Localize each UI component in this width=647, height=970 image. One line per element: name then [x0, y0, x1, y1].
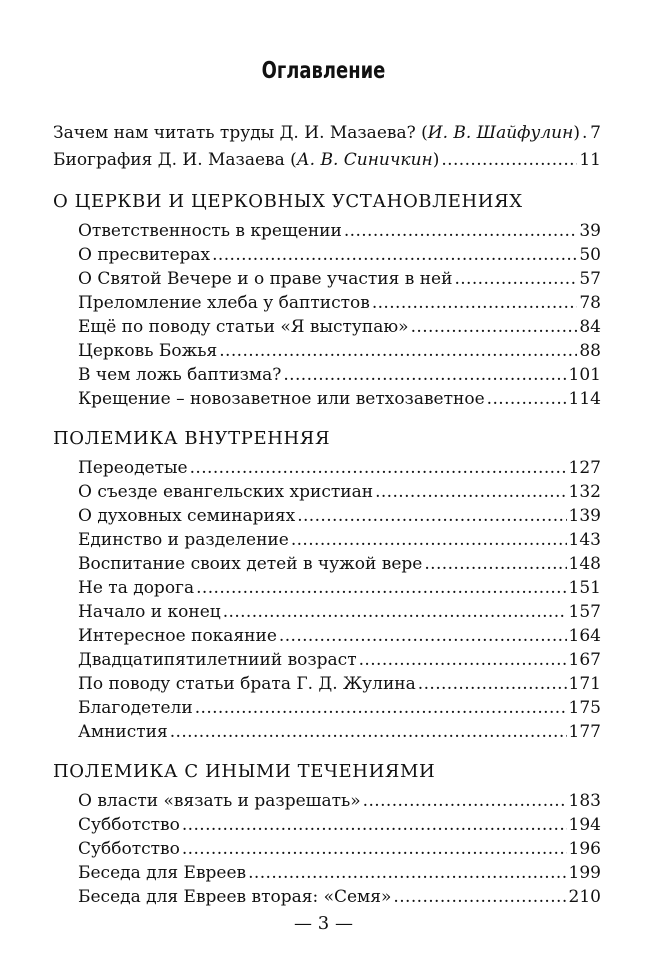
toc-entry-title: Субботство: [78, 815, 180, 835]
dot-leader: [219, 339, 577, 363]
toc-entry[interactable]: [53, 291, 601, 315]
toc-entry-title: В чем ложь баптизма?: [78, 365, 282, 385]
toc-entry[interactable]: [53, 243, 601, 267]
dot-leader: [454, 267, 577, 291]
dot-leader: [441, 147, 577, 174]
toc-entry-page: 164: [568, 626, 601, 646]
toc-entry-page: 194: [568, 815, 601, 835]
toc-entry-page: 143: [568, 530, 601, 550]
dot-leader: [291, 528, 567, 552]
toc-entry-title: О съезде евангельских христиан: [78, 482, 374, 502]
dot-leader: [582, 120, 588, 147]
toc-entry-page: 127: [568, 458, 601, 478]
toc-sections: [53, 190, 601, 909]
toc-entry[interactable]: [53, 456, 601, 480]
section-heading: ПОЛЕМИКА ВНУТРЕННЯЯ: [53, 428, 331, 449]
toc-entry[interactable]: [53, 861, 601, 885]
dot-leader: [182, 813, 567, 837]
dot-leader: [372, 291, 578, 315]
toc-entry[interactable]: [53, 528, 601, 552]
dot-leader: [344, 219, 578, 243]
toc-entry[interactable]: [53, 480, 601, 504]
toc-entry-title: Биография Д. И. Мазаева (А. В. Синичкин): [53, 150, 440, 170]
dot-leader: [424, 552, 566, 576]
toc-entry-page: 88: [579, 341, 601, 361]
toc-entry-page: 171: [568, 674, 601, 694]
toc-entry-page: 50: [579, 245, 601, 265]
toc-entry[interactable]: [53, 339, 601, 363]
toc-entry-page: 167: [568, 650, 601, 670]
toc-entry-title: О власти «вязать и разрешать»: [78, 791, 361, 811]
toc-entry[interactable]: [53, 363, 601, 387]
toc-entry[interactable]: [53, 696, 601, 720]
section-heading: О ЦЕРКВИ И ЦЕРКОВНЫХ УСТАНОВЛЕНИЯХ: [53, 191, 523, 212]
toc-entry-title: Субботство: [78, 839, 180, 859]
toc-entry-page: 183: [568, 791, 601, 811]
toc-entry-title: Единство и разделение: [78, 530, 289, 550]
toc-entry[interactable]: [53, 672, 601, 696]
toc-entry-page: 39: [579, 221, 601, 241]
toc-entry[interactable]: [53, 789, 601, 813]
toc-entry-page: 84: [579, 317, 601, 337]
toc-entry-title: По поводу статьи брата Г. Д. Жулина: [78, 674, 416, 694]
toc-entry[interactable]: [53, 837, 601, 861]
dot-leader: [375, 480, 566, 504]
section-heading: ПОЛЕМИКА С ИНЫМИ ТЕЧЕНИЯМИ: [53, 761, 436, 782]
toc-entry-title: О пресвитерах: [78, 245, 211, 265]
toc-entry[interactable]: [53, 576, 601, 600]
toc-entry[interactable]: [53, 885, 601, 909]
toc-entry-page: 11: [579, 150, 601, 170]
dot-leader: [248, 861, 566, 885]
toc-entry-page: 177: [568, 722, 601, 742]
toc-entry-author: А. В. Синичкин: [296, 150, 433, 170]
page-title: Оглавление: [261, 58, 386, 84]
toc-entry-title: Амнистия: [78, 722, 168, 742]
toc-entry[interactable]: [53, 552, 601, 576]
toc-entry-page: 114: [568, 389, 601, 409]
toc-entry-page: 148: [568, 554, 601, 574]
dot-leader: [418, 672, 567, 696]
toc-entry-page: 139: [568, 506, 601, 526]
toc-entry[interactable]: [53, 504, 601, 528]
toc-entry-page: 175: [568, 698, 601, 718]
toc-entry-title: О Святой Вечере и о праве участия в ней: [78, 269, 453, 289]
toc-entry-page: 78: [579, 293, 601, 313]
toc-entry-title: Церковь Божья: [78, 341, 218, 361]
dot-leader: [487, 387, 567, 411]
toc-entry-title: Беседа для Евреев вторая: «Семя»: [78, 887, 392, 907]
toc-entry[interactable]: [53, 600, 601, 624]
toc-entry-title: Зачем нам читать труды Д. И. Мазаева? (И. В. Шайфулин): [53, 123, 580, 143]
toc-entry-title: Ещё по поводу статьи «Я выступаю»: [78, 317, 409, 337]
toc-entry-page: 57: [579, 269, 601, 289]
dot-leader: [359, 648, 567, 672]
toc-entry-title: Двадцатипятилетниий возраст: [78, 650, 357, 670]
dot-leader: [297, 504, 566, 528]
toc-entry-title: Начало и конец: [78, 602, 221, 622]
toc-entry[interactable]: [53, 219, 601, 243]
toc-entry[interactable]: [53, 315, 601, 339]
toc-entry[interactable]: [53, 387, 601, 411]
toc-entry-page: 132: [568, 482, 601, 502]
toc-entry[interactable]: [53, 813, 601, 837]
toc-entry[interactable]: [53, 120, 601, 147]
toc-entry-title: Беседа для Евреев: [78, 863, 247, 883]
toc-entry-title: Не та дорога: [78, 578, 195, 598]
toc-entry-page: 7: [590, 123, 601, 143]
table-of-contents: [53, 120, 601, 909]
dot-leader: [363, 789, 567, 813]
toc-entry-page: 101: [568, 365, 601, 385]
dot-leader: [195, 696, 567, 720]
toc-entry-page: 196: [568, 839, 601, 859]
toc-entry-author: И. В. Шайфулин: [427, 123, 574, 143]
toc-entry-title: Благодетели: [78, 698, 193, 718]
toc-entry-title: Преломление хлеба у баптистов: [78, 293, 370, 313]
dot-leader: [190, 456, 567, 480]
toc-entry[interactable]: [53, 720, 601, 744]
dot-leader: [393, 885, 566, 909]
dot-leader: [182, 837, 567, 861]
toc-entry-title: Воспитание своих детей в чужой вере: [78, 554, 423, 574]
toc-entry-page: 210: [568, 887, 601, 907]
dot-leader: [212, 243, 577, 267]
toc-entry[interactable]: [53, 624, 601, 648]
toc-entry-title: Интересное покаяние: [78, 626, 277, 646]
toc-entry-page: 157: [568, 602, 601, 622]
toc-entry-page: 151: [568, 578, 601, 598]
toc-entry-title: Переодетые: [78, 458, 188, 478]
dot-leader: [170, 720, 567, 744]
toc-entry-page: 199: [568, 863, 601, 883]
toc-entry[interactable]: [53, 267, 601, 291]
dot-leader: [411, 315, 578, 339]
dot-leader: [279, 624, 567, 648]
dot-leader: [223, 600, 567, 624]
toc-entry-title: Ответственность в крещении: [78, 221, 342, 241]
toc-entry-title: Крещение – новозаветное или ветхозаветное: [78, 389, 485, 409]
dot-leader: [283, 363, 566, 387]
toc-entry[interactable]: [53, 147, 601, 174]
dot-leader: [196, 576, 566, 600]
toc-entry-title: О духовных семинариях: [78, 506, 296, 526]
page-number: — 3 —: [294, 913, 353, 934]
toc-entry[interactable]: [53, 648, 601, 672]
